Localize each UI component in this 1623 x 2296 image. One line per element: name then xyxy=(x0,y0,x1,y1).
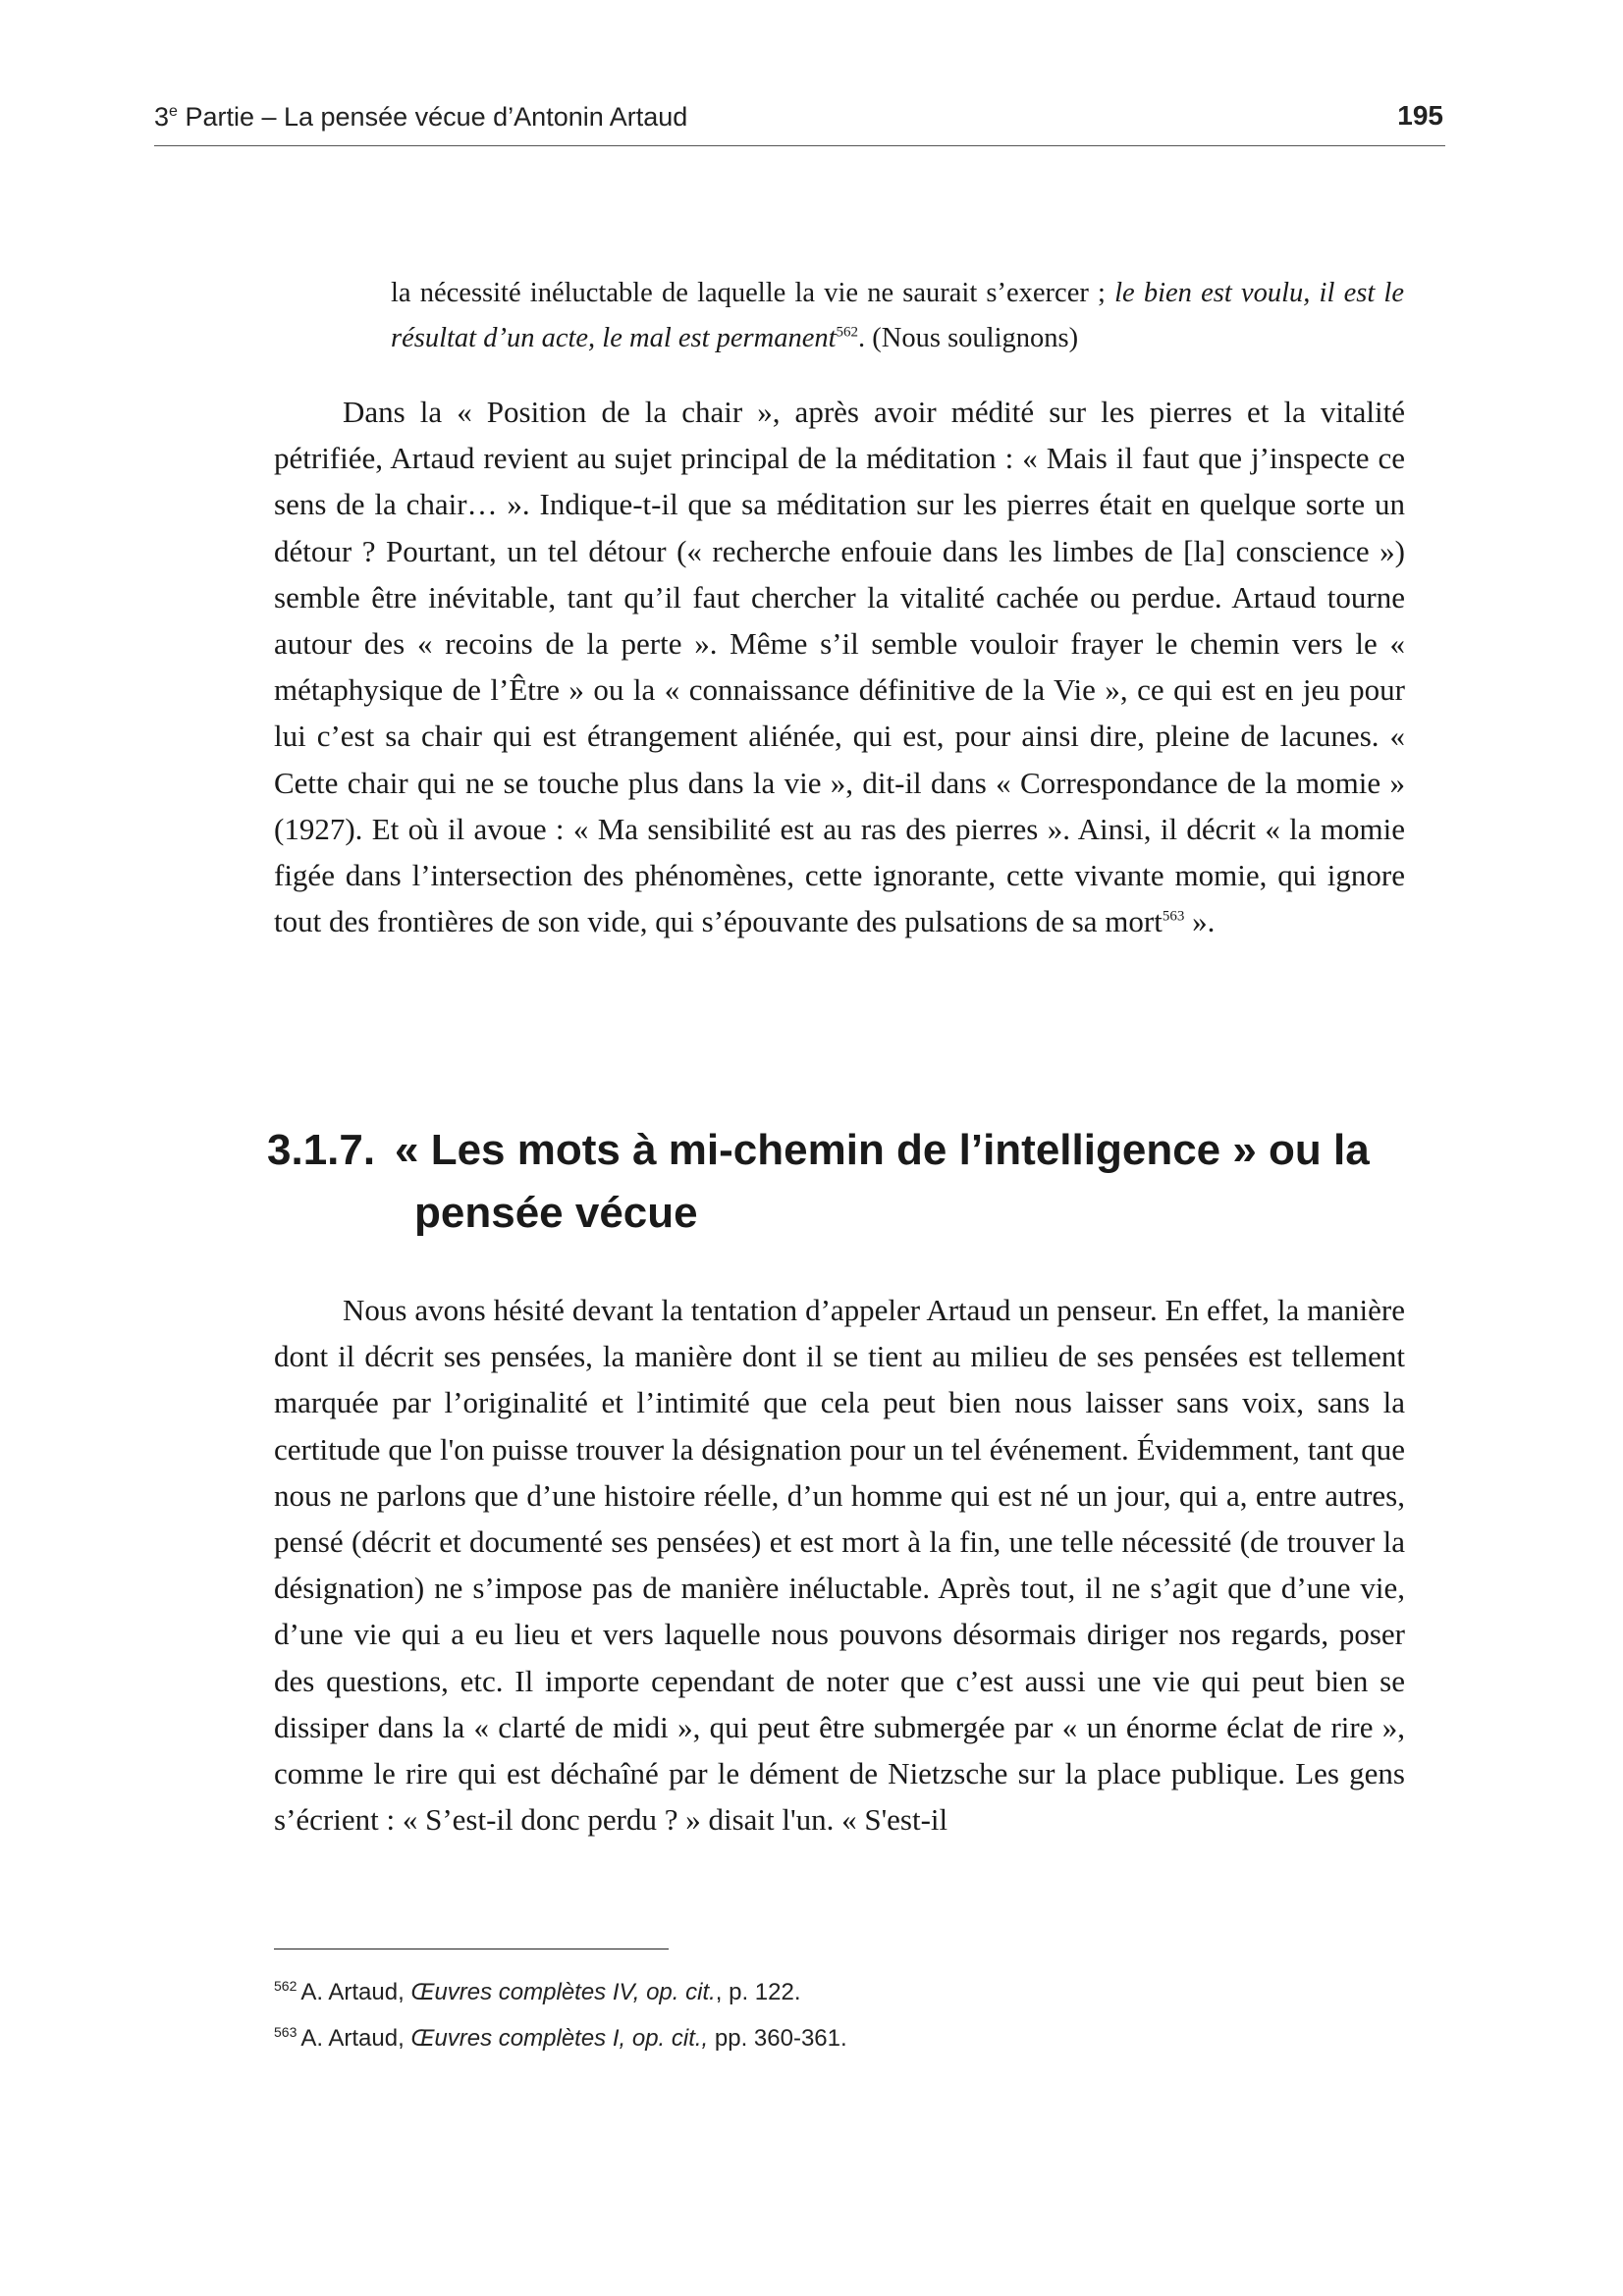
block-quote: la nécessité inéluctable de laquelle la vie ne saurait s’exercer ; le bien est voulu, il est le résultat d’un acte, le mal est permanent$^{562}$. (Nous soulignons) xyxy=(391,278,1404,353)
running-header xyxy=(154,94,1445,146)
section-title-line2: pensée vécue xyxy=(414,1189,698,1237)
footnote-563: $^{563}$ A. Artaud, Œuvres complètes I, op. cit., pp. 360-361. xyxy=(274,2024,847,2052)
page-number: 195 xyxy=(1397,100,1443,131)
footnote-ref-562[interactable]: 562 xyxy=(836,324,859,341)
header-title: 3e Partie – La pensée vécue d’Antonin Artaud xyxy=(154,102,688,132)
footnote-562: $^{562}$ A. Artaud, Œuvres complètes IV, op. cit., p. 122. xyxy=(274,1978,801,2005)
paragraph-penseur: Nous avons hésité devant la tentation d’appeler Artaud un penseur. En effet, la manière dont il décrit ses pensées, la manière dont il se tient au milieu de ses pensées est tellement marquée par l’originalité et l’intimité que cela peut bien nous laisser sans voix, sans la certitude que l'on puisse trouver la désignation pour un tel événement. Évidemment, tant que nous ne parlons que d’une histoire réelle, d’un homme qui est né un jour, qui a, entre autres, pensé (décrit et documenté ses pensées) et est mort à la fin, une telle nécessité (de trouver la désignation) ne s’impose pas de manière inéluctable. Après tout, il ne s’agit que d’une vie, d’une vie qui a eu lieu et vers laquelle nous pouvons désormais diriger nos regards, poser des questions, etc. Il importe cependant de noter que c’est aussi une vie qui peut bien se dissiper dans la « clarté de midi », qui peut être submergée par « un énorme éclat de rire », comme le rire qui est déchaîné par le dément de Nietzsche sur la place publique. Les gens s’écrient : « S’est-il donc perdu ? » disait l'un. « S'est-il xyxy=(274,1293,1405,1838)
footnote-ref-563[interactable]: 563 xyxy=(1162,908,1185,925)
paragraph-position-de-la-chair: Dans la « Position de la chair », après avoir médité sur les pierres et la vitalité pétrifiée, Artaud revient au sujet principal de la méditation : « Mais il faut que j’inspecte ce sens de la chair… ». Indique-t-il que sa méditation sur les pierres était en quelque sorte un détour ? Pourtant, un tel détour (« recherche enfouie dans les limbes de [la] conscience ») semble être inévitable, tant qu’il faut chercher la vitalité cachée ou perdue. Artaud tourne autour des « recoins de la perte ». Même s’il semble vouloir frayer le chemin vers le « métaphysique de l’Être » ou la « connaissance définitive de la Vie », ce qui est en jeu pour lui c’est sa chair qui est étrangement aliénée, qui est, pour ainsi dire, pleine de lacunes. « Cette chair qui ne se touche plus dans la vie », dit-il dans « Correspondance de la momie » (1927). Et où il avoue : « Ma sensibilité est au ras des pierres ». Ainsi, il décrit « la momie figée dans l’intersection des phénomènes, cette ignorante, cette vivante momie, qui ignore tout des frontières de son vide, qui s’épouvante des pulsations de sa mort$^{563}$ ». xyxy=(274,395,1405,939)
section-title-line1: « Les mots à mi-chemin de l’intelligence » ou la xyxy=(395,1126,1370,1174)
section-heading xyxy=(267,1119,1426,1245)
section-number: 3.1.7. xyxy=(267,1126,376,1174)
